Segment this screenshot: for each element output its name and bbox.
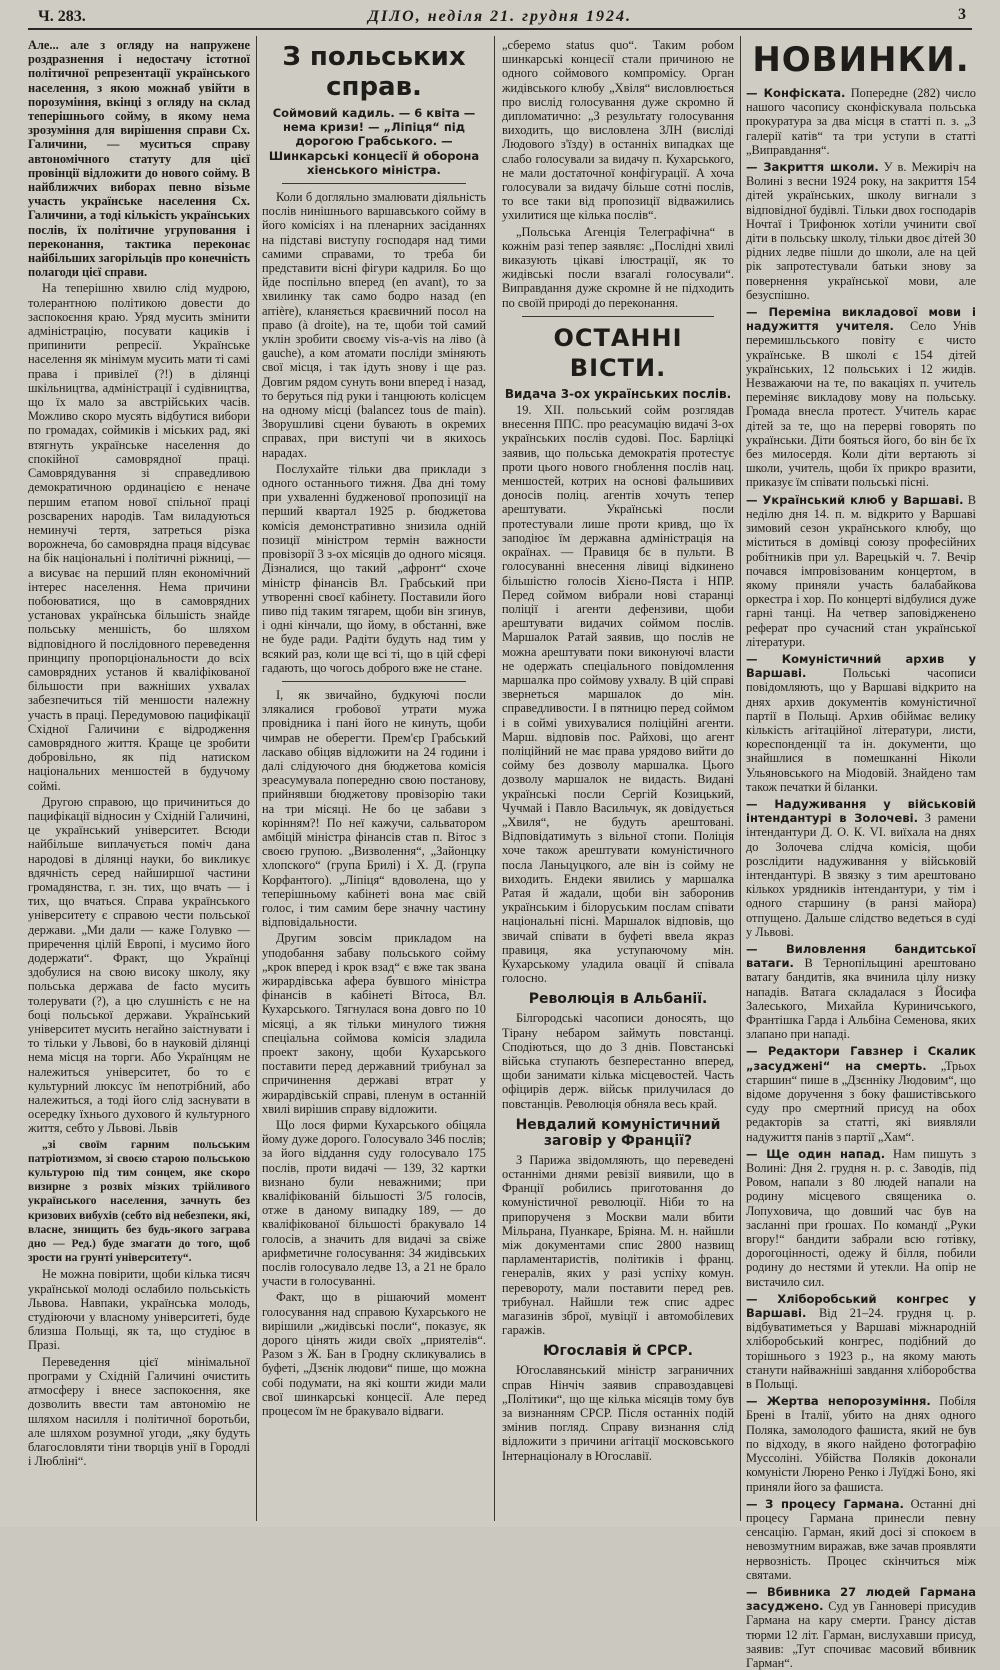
divider: [282, 183, 466, 184]
news-list: [746, 86, 976, 1670]
news-headline: Югославія й СРСР.: [543, 1343, 693, 1360]
news-item: [746, 1497, 976, 1582]
news-item-text: Останні дні процесу Гармана принесли певну сенсацію. Гарман, який досі зі спокоєм в невозмутним виражав, вже зачав проявляти нервозність. Процес скінчиться між святами.: [746, 1496, 976, 1582]
news-item-text: Попередне (282) число нашого часопису сконфіскувала польська прокуратура за два місця в статті п. з. „З галерії катів“ та три уступи в статті „Виправдання“.: [746, 86, 976, 157]
news-item: [746, 493, 976, 649]
news-headline: Революція в Альбанії.: [528, 991, 708, 1008]
page-number: 3: [958, 6, 966, 23]
news-item-heading: — Вбивника 27 людей Гармана засуджено.: [746, 1584, 976, 1614]
newspaper-title-date: ДІЛО, неділя 21. грудня 1924.: [368, 8, 632, 25]
news-item: [746, 652, 976, 794]
paragraph: Білгородські часописи доносять, що Тірану небаром займуть повстанці. Сподіються, що до 3 днів. Повстанські війська ступають безперестанно вперед, щоби занимати кілька місцевостей. Часть офіцирів держ. військ прилучилася до повстанців. Революція обняла весь край.: [502, 1011, 734, 1111]
paragraph: На теперішню хвилю слід мудрою, толерантною політикою довести до заспокоєння краю. Уряд мусить змінити адміністрацію, посувати кациків і припинити репресії. Українське населення як мінімум мусить мати ті самі права і привілеї (?!) в ділянці шкільництва, адміністрації і судівництва, що їх мало за австрійських часів. Можливо скоро мусять відбутися вибори по громадах, соймиків і міських рад, які втягнуть українське населення до спокійної самоврядної праці. Самоврядування зі справедливою демократичною ординацією є неначе першим етапом нової спільної праці розсварених народів. Там виладуються неминучі тертя, затреться різка ворожнеча, бо самоврядна праця відсуває на бік національні і політичні ріжниці, — а висуває на перший плян економічний інтерес населення. Нема причини побоюватися, що в самоврядних установах українська більшість знайде польську меншість, бо шляхом відповідного й послідовного переведення принципу пропорціональности до всіх самоврядних установ й кваліфікованої більшости при важніших ухвалах забезпечиться тій меншости належну участь в праці. Передумовою пацифікації Східної Галичини є відродження самоврядного життя. Краще це зробити добровільно, як під натиском національних меншостей в будучому соймі.: [28, 281, 250, 793]
article-title: З польських справ.: [282, 42, 466, 102]
news-item-heading: — Жертва непорозуміння.: [746, 1394, 931, 1409]
news-item: [746, 1044, 976, 1143]
news-item: [746, 1147, 976, 1289]
news-item-heading: — Конфіската.: [746, 86, 846, 100]
news-headline: Невдалий комуністичний заговір у Франції?: [515, 1116, 721, 1149]
news-item-heading: — Хліборобський конгрес у Варшаві.: [746, 1291, 976, 1321]
paragraph: Переведення цієї мінімальної програми у Східній Галичині очистить атмосферу і внесе заспокоєння, яке дозволить ввести там автономію не шляхом насилля і політичної боротьби, але шляхом розумної угоди, „яку будуть благословляти тіни творців унії в Городлі і Любліні“.: [28, 1354, 250, 1469]
column-3: [502, 38, 734, 1521]
quote: „зі своїм гарним польським патріотизмом, зі своєю старою польською культурою під тим сонцем, яке скоро визирне з розвіх мізких трійливого українського населення, зачнуть без кризових вибухів (себто від небезпеки, які, власне, знищить без будь-якого заграва дно — Ред.) буде змагати до того, щоб зрости на грунті університету“.: [28, 1138, 250, 1265]
paragraph: Що лося фирми Кухарського обіцяла йому дуже дорого. Голосувало 346 послів; за його віддання суду голосувало 175 послів, проти видачі — 139, 32 картки визнано були неважними; при кваліфікованій більшості 3/5 голосів, отже в даному випадку 189, — до кваліфікованої більшості бракувало 14 голосів, а значить для видачі за свіже арифметичне голосування: 34 жидівських послів голосувало ледве 13, а 21 не брало участи в голосуванні.: [262, 1118, 486, 1289]
news-item: [746, 942, 976, 1041]
news-item: [746, 797, 976, 939]
news-item-heading: — Закриття школи.: [746, 160, 879, 175]
news-item-text: „Трьох старшин“ пише в „Дзєнніку Людовим“, що відоме доручення з боку фашистівського суду про смертний присуд на обох редакторів за статті, які виявляли надужиття панів з партії „Хам“.: [746, 1058, 976, 1144]
paragraph: Але... але з огляду на напружене роздразнення і недостачу істотної політичної репрезентації українського населення, з якою можнаб увійти в порозуміння, вкінці з огляду на склад теперішнього сойму, в якому нема зрозуміння для вирішення справи Сх. Галичини, — муситься справу автономічного статуту для цієї провінції відложити до нового сойму. В найближчих виборах певно візьме участь українське населення Сх. Галичини, а тоді кількість українських послів, їх політичне угруповання і переконання, тактика переконає найбільших загорільців про конечність полагоди цієї справи.: [28, 38, 250, 280]
news-item-heading: — Редактори Гавзнер і Скалик „засуджені“ на смерть.: [746, 1044, 976, 1073]
news-item-text: Нам пишуть з Волині: Дня 2. грудня н. р. с. Заводів, під Ровом, напали з 80 людей напали на родину місцевого священика о. Лопуховича, що довший час був на засланні при ґрошах. По командї „Руки вгору!“ бандити забрали всю готівку, дорогоцінності, одежу й білля, побили родину до нестями й утекли. На опір не вистачило сил.: [746, 1146, 976, 1289]
column-rule: [256, 36, 257, 1521]
news-item-text: Від 21–24. грудня ц. р. відбуватиметься у Варшаві міжнародній хліборобський конгрес, подібний до торішнього з 1923 р., на якому мають станути найважніші завдання хліборобства в Польщі.: [746, 1306, 976, 1392]
news-item: [746, 160, 976, 302]
news-item-heading: — Надуживання у військовій інтендантурі в Золочеві.: [746, 796, 976, 826]
news-item: [746, 1585, 976, 1670]
divider: [282, 681, 466, 682]
column-rule: [740, 36, 741, 1521]
news-item-heading: — Виловлення бандитської ватаги.: [746, 941, 976, 971]
column-rule: [494, 36, 495, 1521]
paragraph: Факт, що в рішаючий момент голосування над справою Кухарського не вирішили „жидівські посли“, показує, як дорого цінять жиди своїх „приятелів“. Разом з Ж. Бан в Гродну скликувались в буфеті, „Дзєнік людови“ пише, що можна собі подумати, на які кошти жиди мали свої шинкарські концесії. Але перед процесом їм не бракувало відваги.: [262, 1290, 486, 1419]
column-4: [746, 38, 976, 1670]
news-item-heading: — Український клюб у Варшаві.: [746, 492, 964, 507]
news-item-heading: — Переміна викладової мови і надужиття учителя.: [746, 305, 976, 334]
article-lead: Соймовий кадиль. — 6 квіта — нема кризи! — „Ліпіця“ під дорогою Грабського. — Шинкарські концесії й оборона хіенського міністра.: [268, 106, 480, 177]
issue-number: Ч. 283.: [38, 8, 86, 25]
column-1: [28, 38, 250, 1521]
news-item-text: Суд ув Ганновері присудив Гармана на кару смерти. Грансу дістав тюрми 12 літ. Гарман, вислухавши присуд, заявив: „Тут спочиває масовий вбивник Гарман“.: [746, 1599, 976, 1670]
paragraph: Коли б догляльно змалювати діяльність послів нинішнього варшавського сойму в його комісіях і на пленарних засіданнях на підставі виступу господаря над тими самими справами, то треба би представити вісні фігури кадриля. Бо що йде поспільно вперед (en avant), то за хвилинку так само бодро назад (en arrière), кланяється краєвичний посол на право (à droite), на те, щоби той самий уклін зробити своєму vis-a-vis на ліво (à gauche), а ком атомати посліди зміняють свої місця, і так ідуть знову і ще раз. Довгим рядом сунуть вони вперед і назад, то беруться під руки і танцюють колісцем на одному місці (balancez tous de main). Зворушливі сцени бувають в окремих справах, при виступі чи в якихось нарадах.: [262, 190, 486, 460]
news-item: [746, 1292, 976, 1391]
paragraph: „Польська Агенція Телеграфічна“ в кожнім разі тепер заявляє: „Послідні хвилі виказують цікаві ілюстрації, як то жидівські посли взагалі голосували“. Виправдання дуже скромне й не підходить по своїй природі до переконання.: [502, 224, 734, 310]
column-2: [262, 38, 486, 1521]
paragraph: Послухайте тільки два приклади з одного останнього тижня. Два дні тому при ухваленні будженової пропозиції на перший квартал 1925 р. бюджетова комісія демонстративно знизила одній позиції міністром термін важности провізорії 3 з-ох місяців до одного місяця. Дізналися, що такий „афронт“ схоче міністр фінансів Вл. Грабський при утворенні своєї кабінету. Поставили його пиво під таким тягарем, щоби він згинув, і одні кінчали, що йому, в обстанні, вже не буде ради. Радіти будуть над тим у всякий раз, коли ще всі ті, що в цій сфері гадають, що чогось доброго вже не стане.: [262, 461, 486, 675]
news-item-text: Польські часописи повідомляють, що у Варшаві відкрито на днях архив документів комуністичної партії в Польщі. Архив обіймає велику кількість агітаційної літератури, листи, кореспонденції та ін. документи, що знайшлися в помешканні Ніколи Ульяновського на Міодовій. Знайдено там також печатки й біланки.: [746, 666, 976, 794]
news-item: [746, 86, 976, 157]
paragraph: І, як звичайно, будкуючі посли злякалися гробової утрати мужа провідника і пані його не кинуть, щоби чимрав не оберегти. Прем'єр Грабський ласкаво обіцяв відложити на 24 години і далі слідуючого дня бюджетова комісія зреасумувала попередню свою постанову, прийнявши бюджетову провізорію таки на три місяці. Не бо це забави з корінням?! По неї кажучи, сальватором амбіцій міністра фінансів став п. Вітос з своєю групою. „Визволення“, „Зайонцку хлопского“ (група Брилі) і Х. Д. (група Корфантого). „Ліпіця“ вдоволена, що у теперішньому кабінеті вона має свій голос, і тим самим бере значну частину відповідальности.: [262, 687, 486, 930]
section-title: ОСТАННІ ВІСТИ.: [553, 323, 683, 382]
news-item: [746, 1394, 976, 1493]
news-item-text: З рамени інтендантури Д. О. К. VI. виїхала на днях до Золочева слідча комісія, щоби розслідити надуживання у військовій інтендантурі. В звязку з тим арештовано кількох урядників інтендантури, у тім і одного старшину (в ранзі майора) отпущено. Дальше слідство ведеться в суді у Львові.: [746, 811, 976, 939]
news-item-text: Побіля Брені в Італії, убито на днях одного Поляка, замолодого фашиста, який не був по відходу, в якого найдено фотографію Муссоліні. Убійства Поляків доконали комуністи Люрено Ренко і Луїджі Боно, які приняли його за фашиста.: [746, 1394, 976, 1494]
paragraph: 19. XII. польський сойм розглядав внесення ППС. про реасумацію видачі 3-ох українських послів судові. Пос. Барліцкі заявив, що польська демократія протестує проти цього нового гноблення послів нац. меншостей, котрих на основі фальшивих доносів поліц. агентів хочуть тепер арештувати. Українські посли протестували лише проти кривд, що їх заподіює їм державна адміністрація на окраїнах. — Правиця бє в пульти. В голосуванні внесення лівиці відкинено більшістю голосів Хієно-Пяста і НПР. Перед соймом вибрали нові старанці поліції і агенти дефензиви, щоби арештувати видачих соймом послів. Маршалок Ратай заявив, що послів не можна арештувати поки виконуючі власти не одержать спеціального повідомлення маршалка про соймову ухвалу. В цій справі звернеться маршалок до мін. справедливости. І в пятницю перед соймом і в соймі увихувалися поліційні агенти. Марш. відповів пос. Райхові, що агент поліційний не має права урядово вийти до сойму без дозволу маршалка. Цього дозволу маршалок не видасть. Видані українські посли Сергій Козицький, Чучмай і Павло Васильчук, як довідується „Хвиля“, не будуть арештовані. Відповідатимуть з вільної стопи. Поліція хоче також арештувати комуністичного посла Ланьцуцкого, але він із сойму не виходить. Ендеки явились у маршалка Ратая й жадали, щоби він заборонив українським і білоруським послам співати національні пісні. Маршалок відповів, що звичай співати в буфеті ввела якраз правиця, яка уступаючому мін. Кухарському уладила овації й співала голосно.: [502, 403, 734, 986]
paragraph: Другою справою, що причиниться до пацифікації відносин у Східній Галичині, це український університет. Всюди найбільше виплачується поміч дана народові в ділянці науки, бо викликує вдячність серед найширшої частини громадянства, г. зн. тих, що вчать — і тих, що вчаться. Справа українського університету є справою чести польської держави. „Ми дали — каже Голувко — приречення цілій Европі, і мусимо його додержати“. Фракт, що Українці здобулися на свою високу школу, яку польська держава de facto мусить толерувати (?), а цю слушність є не на боці польської держави. Український університет мусить негайно заістнувати і то тільки у Львові, бо в науковій ділянці нема місця на торги. Або Українцям не належиться університет, бо то є культурний люксус їм непотрібний, або належиться, а тоді його слід заснувати в осередку їхнього духового й культурного життя, себто у Львові. Львів: [28, 794, 250, 1136]
paragraph: Югославянський міністр заграничних справ Нінчіч заявив справоздавцеві „Політики“, що ще кілька місяців тому був за визнанням СРСР. Після останніх подій змінив погляд. Справу визнання слід відложити з причини агітації московського Інтернаціоналу в Югославії.: [502, 1363, 734, 1463]
paragraph: Другим зовсім прикладом на уподобання забаву польського сойму „крок вперед і крок взад“ є вже так звана жирардівська афера бувшого міністра фінансів в кабінеті Вітоса, Вл. Кухарського. Тягнулася вона довго по 10 місяці, а як тільки минулого тижня спеціальна соймова комісія зладила проект закону, щоби Кухарського поставити перед державний трибунал за спричинення державі втрат у жирардівській справі, пленум в останній хвилі вирішив справу відложити.: [262, 931, 486, 1116]
news-item-heading: — З процесу Гармана.: [746, 1496, 904, 1511]
news-item-heading: — Комуністичний архив у Варшаві.: [746, 651, 976, 681]
paragraph: З Парижа звідомляють, що переведені останніми днями ревізії виявили, що в Франції робились приготовання до комуністичної революції. Ніби то на припорученя з Москви мали вбити Мільрана, Пуанкаре, Бріяна. М. н. найшли між документами спис 2800 назвищ парламентаристів, політиків і франц. генералів, яких у разі успіху комун. перевороту, мали поставити перед рев. трибунал. Найшли теж спис адрес магазинів зброї, мувіції і автомобілевих гаражів.: [502, 1152, 734, 1338]
news-item: [746, 305, 976, 490]
masthead: [28, 6, 972, 30]
paragraph: „сберемо status quo“. Таким робом шинкарські концесії стали причиною не одного соймового компромісу. Орган жидівського клюбу „Хвіля“ висловлюється про вислід голосування дуже скромно й дипломатично: „З результату голосування виходить, що висловлена ЗЛН (висліді Людового з'їзду) в останніх випадках ще слабо голосували за видачу п. Кухарського, не мали достаточної конфігурації. А хоча голосували за видачу більше сотні послів, то все таки від пропозиції відважились ухилитися ще кілька послів“.: [502, 38, 734, 223]
paragraph: Не можна повірити, щоби кілька тисяч української молоді ослабило польськість Львова. Навпаки, українська молодь, студіюючи у власному університеті, буде близша Польщі, як та, що студіює в Празі.: [28, 1267, 250, 1353]
news-item-text: Село Унів перемишльського повіту є чисто українське. В школі є 154 дітей українських, 12 польських і 12 жидів. Незважаючи на те, по вакаціях п. учитель переміняє викладову мову на польську. Громада внесла протест. Учитель карає дітей за те, що на перерві говорять по українськи. Діти бояться його, бо він бє їх без милосердя. Коли діти вертають зі школи, учитель, щоби їх прикро вразити, приказує їм співати польські пісні.: [746, 319, 976, 490]
news-headline: Видача 3-ох українських послів.: [504, 386, 732, 401]
news-item-text: В неділю дня 14. п. м. відкрито у Варшаві зимовий сезон українського клюбу, що міститься в домівці союзу професійних робітників при ул. Варецькій ч. 7. Вечір почався імпровізованим концертом, в якому приняли участь балабайкова оркестра і хор. По концерті відбулися дуже гарні танці. На четвер заповідженено реферат про сучасний стан української літератури.: [746, 492, 976, 649]
news-item-text: В Тернопільщині арештовано ватагу бандитів, яка вчинила цілу низку нападів. Ватага складалася з Йосифа Залеського, Михайла Куриничського, Франтішка Гарда і Альбіна Семенова, яких злапано при нападі.: [746, 956, 976, 1042]
news-item-heading: — Ще один напад.: [746, 1146, 886, 1161]
news-item-text: У в. Межиріч на Волині з весни 1924 року, на закриття 154 дітей українських, школу вигнали з відповідної будівлі. Тільки двох господарів Ночтаї і Трифонюк хотіли учинити свої діти в польську школу, тільки двоє дітей 30 рідних ледве пішли до школи, але на цей рік запротестували батьки знову за повернення української мови, але безуспішно.: [746, 160, 976, 302]
divider: [522, 316, 714, 317]
section-title: НОВИНКИ.: [752, 40, 970, 80]
